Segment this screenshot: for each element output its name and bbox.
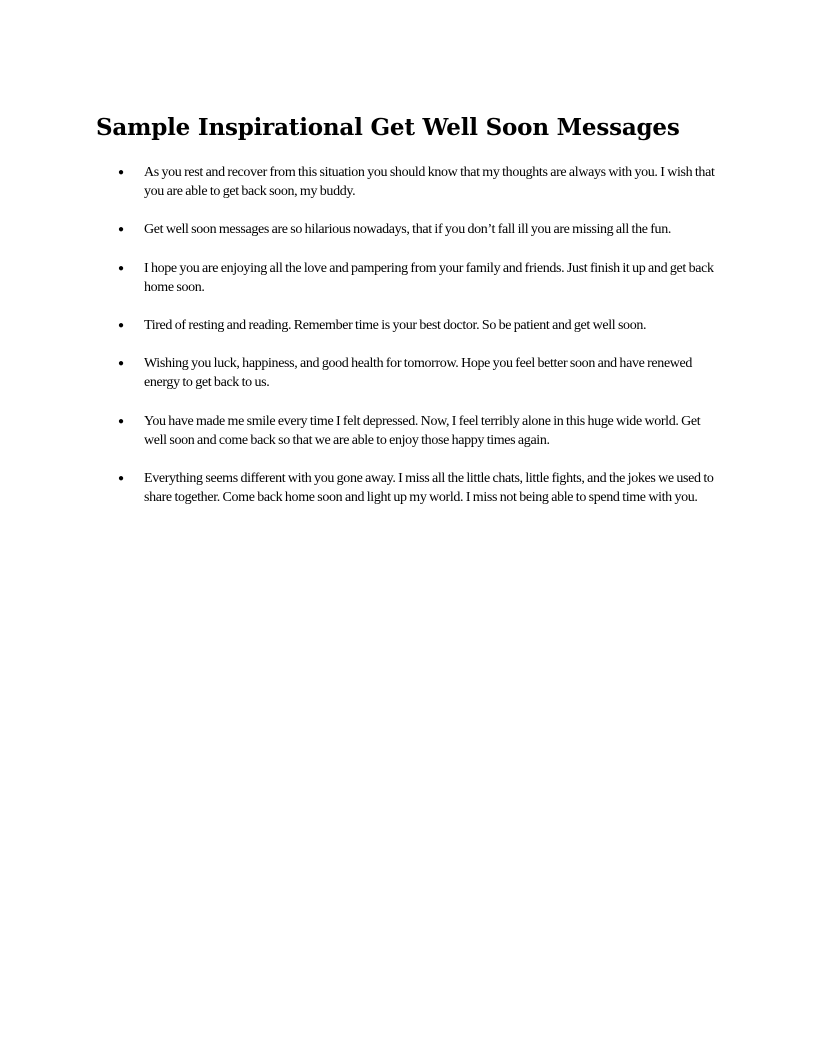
bullet-icon: ● (118, 473, 124, 485)
message-text: Everything seems different with you gone away. I miss all the little chats, little fights, and the jokes we used to share together. Come back home soon and light up my world. I miss not being able to spend time with you. (144, 471, 714, 506)
list-item (118, 354, 718, 392)
list-item (118, 163, 718, 201)
list-item (118, 259, 718, 297)
bullet-icon: ● (118, 224, 124, 236)
message-list (118, 163, 718, 526)
page-title: Sample Inspirational Get Well Soon Messages (96, 114, 680, 141)
list-item (118, 316, 718, 335)
bullet-icon: ● (118, 320, 124, 332)
message-text: You have made me smile every time I felt depressed. Now, I feel terribly alone in this huge wide world. Get well soon and come back so that we are able to enjoy those happy times again. (144, 413, 701, 448)
message-text: As you rest and recover from this situation you should know that my thoughts are always with you. I wish that you are able to get back soon, my buddy. (144, 165, 715, 200)
message-text: Tired of resting and reading. Remember time is your best doctor. So be patient and get well soon. (144, 318, 647, 334)
bullet-icon: ● (118, 167, 124, 178)
message-text: Wishing you luck, happiness, and good health for tomorrow. Hope you feel better soon and have renewed energy to get back to us. (144, 356, 693, 391)
list-item (118, 220, 718, 239)
list-item (118, 469, 718, 507)
message-text: I hope you are enjoying all the love and pampering from your family and friends. Just finish it up and get back home soon. (144, 260, 714, 295)
bullet-icon: ● (118, 415, 124, 427)
list-item (118, 412, 718, 450)
bullet-icon: ● (118, 358, 124, 370)
bullet-icon: ● (118, 262, 124, 274)
message-text: Get well soon messages are so hilarious nowadays, that if you don’t fall ill you are missing all the fun. (144, 222, 671, 238)
